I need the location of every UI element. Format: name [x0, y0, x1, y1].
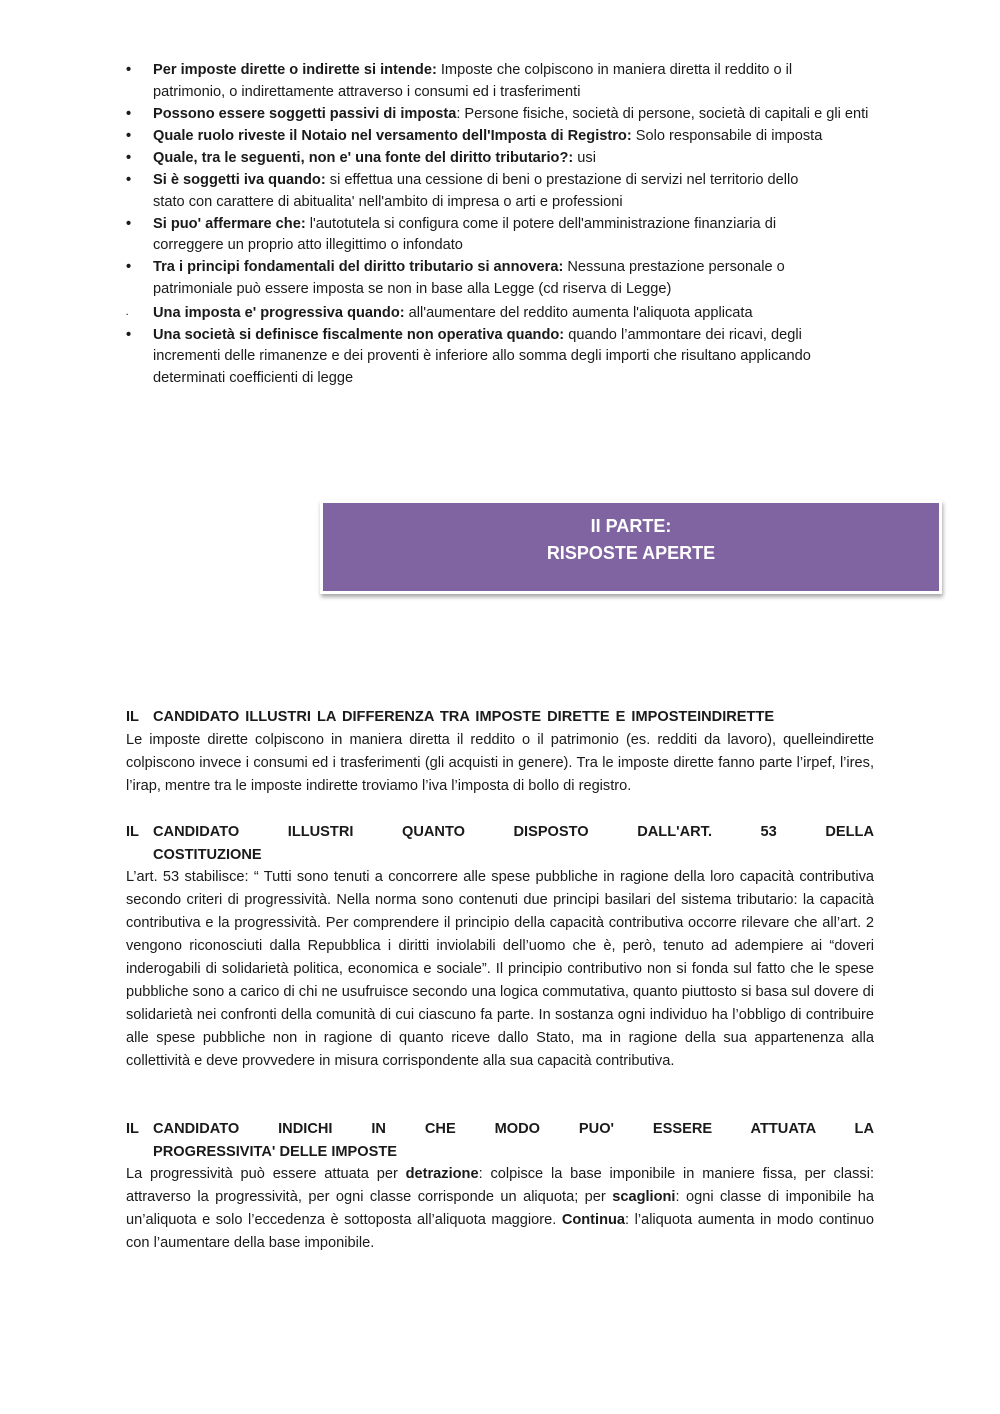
heading-prefix: IL: [126, 824, 139, 840]
question: Possono essere soggetti passivi di imposta: [153, 105, 457, 122]
body-text: : l’aliquota aumenta in modo continuo con l’aumentare della base imponibile.: [126, 1212, 874, 1251]
section-body: L’art. 53 stabilisce: “ Tutti sono tenuti a concorrere alle spese pubbliche in ragione della loro capacità contributiva secondo criteri di progressività. Nella norma sono contenuti due principi basilari del sistema tributario: la capacità contributiva e la progressività. Per comprendere il principio della capacità contributiva occorre rilevare che all’art. 2 vengono riconosciuti dalla Repubblica i diritti inviolabili dell’uomo che è, però, tenuto ad adempiere ai “doveri inderogabili di solidarietà politica, economica e sociale”. Il principio contributivo non si fonda sul fatto che le spese pubbliche sono a carico di chi ne usufruisce secondo una logica commutativa, quanto piuttosto si basa sul dovere di solidarietà nei confronti della comunità di cui ciascuno fa parte. In sostanza ogni individuo ha l’obbligo di contribuire alle spese pubbliche non in ragione di quanto riceve dallo Stato, ma in ragione della sua appartenenza alla collettività e deve provvedere in misura corrispondente alla sua capacità contributiva.: [126, 869, 874, 1069]
list-item: [126, 126, 886, 148]
question: Una imposta e' progressiva quando:: [153, 304, 405, 321]
bullet-icon: •: [126, 215, 132, 232]
list-item: [126, 257, 886, 300]
bullet-icon: •: [126, 149, 132, 166]
question: Quale ruolo riveste il Notaio nel versamento dell'Imposta di Registro:: [153, 127, 632, 144]
answer-cont: determinati coefficienti di legge: [153, 369, 354, 386]
banner-line-2: RISPOSTE APERTE: [546, 543, 716, 563]
keyword-detrazione: detrazione: [405, 1166, 479, 1182]
question: Una società si definisce fiscalmente non operativa quando:: [153, 326, 565, 343]
section-heading-cont: COSTITUZIONE: [153, 846, 262, 863]
bullet-icon: •: [126, 326, 132, 343]
qa-list: [126, 60, 886, 389]
section-differenza-imposte: [126, 706, 874, 798]
question: Per imposte dirette o indirette si intende:: [153, 62, 437, 78]
answer-cont: patrimonio, o indirettamente attraverso i consumi ed i trasferimenti: [153, 83, 581, 100]
list-item: [126, 214, 886, 257]
answer: si effettua una cessione di beni o prestazione di servizi nel territorio dello: [325, 171, 799, 188]
heading-text: CANDIDATO ILLUSTRI QUANTO DISPOSTO DALL'ART. 53 DELLA: [153, 824, 874, 840]
heading-prefix: IL: [126, 709, 139, 725]
banner-line-1: II PARTE:: [590, 516, 672, 536]
section-heading: [126, 821, 874, 844]
answer: quando l’ammontare dei ricavi, degli: [564, 326, 802, 343]
answer-cont: patrimoniale può essere imposta se non in base alla Legge (cd riserva di Legge): [153, 280, 672, 297]
bullet-icon: •: [126, 105, 132, 122]
list-item: [126, 325, 886, 390]
heading-text: CANDIDATO INDICHI IN CHE MODO PUO' ESSERE ATTUATA LA: [153, 1121, 874, 1137]
list-item: [126, 303, 886, 325]
answer-cont: stato con carattere di abitualita' nell'ambito di impresa o arti e professioni: [153, 193, 623, 210]
section-body: Le imposte dirette colpiscono in maniera diretta il reddito o il patrimonio (es. redditi da lavoro), quelleindirette colpiscono invece i consumi ed i trasferimenti (gli acquisti in genere). Tra le imposte dirette fanno parte l’irpef, l’ires, l’irap, mentre tra le imposte indirette troviamo l’iva l’imposta di bollo di registro.: [126, 731, 874, 794]
keyword-scaglioni: scaglioni: [612, 1189, 676, 1205]
question: Quale, tra le seguenti, non e' una fonte del diritto tributario?:: [153, 149, 574, 166]
bullet-icon: •: [126, 259, 132, 276]
bullet-icon: ·: [126, 309, 129, 319]
answer: Solo responsabile di imposta: [631, 127, 823, 144]
section-heading-cont: PROGRESSIVITA' DELLE IMPOSTE: [153, 1143, 398, 1160]
list-item: [126, 148, 886, 170]
bullet-icon: •: [126, 171, 132, 188]
section-banner: [320, 500, 942, 594]
question: Tra i principi fondamentali del diritto tributario si annovera:: [153, 259, 564, 276]
list-item: [126, 104, 886, 126]
answer-cont: correggere un proprio atto illegittimo o infondato: [153, 237, 463, 254]
section-art-53: [126, 821, 874, 1073]
answer: usi: [573, 149, 596, 166]
answer: Nessuna prestazione personale o: [563, 259, 785, 276]
heading-text: CANDIDATO ILLUSTRI LA DIFFERENZA TRA IMPOSTE DIRETTE E IMPOSTEINDIRETTE: [153, 709, 775, 725]
keyword-continua: Continua: [561, 1212, 626, 1228]
list-item: [126, 60, 886, 103]
answer-cont: incrementi delle rimanenze e dei proventi è inferiore allo somma degli importi che risultano applicando: [153, 348, 811, 365]
answer: Imposte che colpiscono in maniera diretta il reddito o il: [436, 62, 793, 78]
body-text: : ogni classe di imponibile ha un’aliquota e solo l’eccedenza è sottoposta all’aliquota maggiore.: [126, 1189, 874, 1228]
section-heading: [126, 706, 874, 729]
question: Si puo' affermare che:: [153, 215, 306, 232]
section-heading: [126, 1118, 874, 1141]
question: Si è soggetti iva quando:: [153, 171, 326, 188]
bullet-icon: •: [126, 62, 132, 78]
bullet-icon: •: [126, 127, 132, 144]
answer: l'autotutela si configura come il potere dell'amministrazione finanziaria di: [305, 215, 777, 232]
body-text: : colpisce la base imponibile in maniere fissa, per classi: attraverso la progressività, per ogni classe corrisponde un aliquota; per: [126, 1166, 875, 1205]
section-body: [126, 1163, 874, 1255]
list-item: [126, 170, 886, 213]
section-progressivita: [126, 1118, 874, 1255]
body-text: La progressività può essere attuata per: [126, 1166, 406, 1182]
answer: all'aumentare del reddito aumenta l'aliquota applicata: [404, 304, 753, 321]
heading-prefix: IL: [126, 1121, 139, 1137]
answer: : Persone fisiche, società di persone, società di capitali e gli enti: [456, 105, 869, 122]
